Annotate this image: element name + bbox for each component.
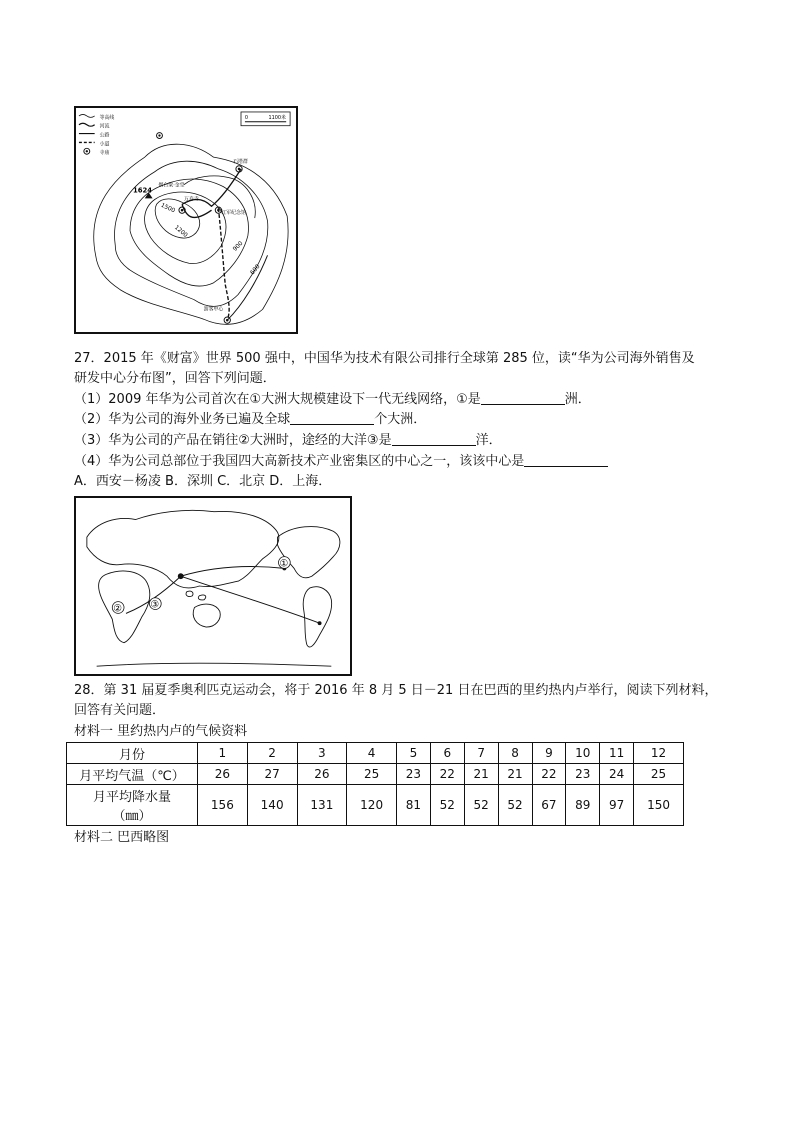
topo-map-drawing xyxy=(76,108,296,332)
month-cell: 8 xyxy=(498,743,532,764)
continent-outlines xyxy=(87,510,340,666)
contour-label-600: 600 xyxy=(249,263,262,277)
route-end-dot-2 xyxy=(318,621,322,625)
q27-sub3 xyxy=(74,431,502,451)
header-month-label: 月份 xyxy=(67,743,198,764)
month-cell: 3 xyxy=(297,743,347,764)
contour-label-900: 900 xyxy=(232,240,245,253)
q27-sub1 xyxy=(74,390,591,410)
month-cell: 2 xyxy=(247,743,297,764)
precipitation-cell: 81 xyxy=(397,785,431,826)
table-row-temperature xyxy=(67,764,684,785)
place-label-wanshou: 万寿寺 xyxy=(184,196,199,203)
place-label-visitor: 游客中心 xyxy=(203,306,224,313)
sales-routes xyxy=(126,567,320,624)
temperature-label: 月平均气温（℃） xyxy=(67,764,198,785)
scale-left: 0 xyxy=(244,114,249,121)
contour-lines xyxy=(94,144,288,324)
temperature-cell: 22 xyxy=(430,764,464,785)
q27-line2: 研发中心分布图”，回答下列问题． xyxy=(74,371,276,386)
material-2-title: 材料二 巴西略图 xyxy=(74,830,170,845)
month-cell: 6 xyxy=(430,743,464,764)
q27-sub2-text: （2）华为公司的海外业务已遍及全球 xyxy=(74,412,291,427)
roads xyxy=(182,169,267,320)
temperature-cell: 21 xyxy=(498,764,532,785)
temperature-cell: 22 xyxy=(532,764,566,785)
precipitation-cell: 52 xyxy=(464,785,498,826)
precipitation-cell: 140 xyxy=(247,785,297,826)
precipitation-cell: 150 xyxy=(634,785,684,826)
month-cell: 11 xyxy=(600,743,634,764)
world-map xyxy=(74,496,352,676)
climate-table xyxy=(66,742,684,826)
temperature-cell: 23 xyxy=(397,764,431,785)
q27-sub3-text: （3）华为公司的产品在销往②大洲时，途经的大洋③是 xyxy=(74,433,392,448)
q27-sub4 xyxy=(74,452,608,472)
legend-temple: 寺庙 xyxy=(99,150,110,157)
q27-sub1-text: （1）2009 年华为公司首次在①大洲大规模建设下一代无线网络，①是 xyxy=(74,392,481,407)
temperature-cell: 24 xyxy=(600,764,634,785)
temperature-cell: 21 xyxy=(464,764,498,785)
month-cell: 9 xyxy=(532,743,566,764)
legend-river: 河流 xyxy=(99,123,110,130)
legend-road: 公路 xyxy=(99,132,110,139)
temperature-cell: 25 xyxy=(347,764,397,785)
temperature-cell: 26 xyxy=(297,764,347,785)
precipitation-cell: 67 xyxy=(532,785,566,826)
q27-sub1-suffix: 洲． xyxy=(564,392,591,407)
q27-options: A．西安－杨凌 B．深圳 C．北京 D．上海． xyxy=(74,474,332,489)
precipitation-cell: 52 xyxy=(498,785,532,826)
q27-line1: 27．2015 年《财富》世界 500 强中，中国华为技术有限公司排行全球第 285 位，读“华为公司海外销售及 xyxy=(74,351,695,366)
marker-2: ② xyxy=(113,603,123,615)
q27-answer-blank-3[interactable] xyxy=(392,431,476,446)
precipitation-cell: 156 xyxy=(198,785,248,826)
month-cell: 1 xyxy=(198,743,248,764)
temperature-cell: 25 xyxy=(634,764,684,785)
legend-trail: 小道 xyxy=(99,141,110,148)
month-cell: 7 xyxy=(464,743,498,764)
precipitation-label-line1: 月平均降水量 xyxy=(92,790,171,805)
place-label-1: 烟台梁·金堂 xyxy=(158,182,185,189)
q28-line1: 28．第 31 届夏季奥利匹克运动会，将于 2016 年 8 月 5 日－21 日在巴西的里约热内卢举行，阅读下列材料， xyxy=(74,683,718,698)
table-row-months xyxy=(67,743,684,764)
material-1-title: 材料一 里约热内卢的气候资料 xyxy=(74,724,248,739)
marker-3: ③ xyxy=(150,599,160,611)
scale-bar xyxy=(241,112,290,126)
month-cell: 4 xyxy=(347,743,397,764)
q27-sub2 xyxy=(74,410,426,430)
q27-sub4-text: （4）华为公司总部位于我国四大高新技术产业密集区的中心之一，该该中心是 xyxy=(74,454,525,469)
precipitation-cell: 97 xyxy=(600,785,634,826)
q27-answer-blank-1[interactable] xyxy=(481,390,565,405)
legend-contour: 等高线 xyxy=(99,114,115,121)
precipitation-label-unit: （㎜） xyxy=(112,809,152,824)
place-label-4: 红军纪念馆 xyxy=(221,210,246,217)
q28-line2: 回答有关问题． xyxy=(74,703,166,718)
world-map-drawing xyxy=(76,498,350,674)
temperature-cell: 26 xyxy=(198,764,248,785)
month-cell: 5 xyxy=(397,743,431,764)
precipitation-cell: 52 xyxy=(430,785,464,826)
contour-label-1500: 1500 xyxy=(159,202,176,215)
peak-elevation: 1624 xyxy=(132,186,153,195)
table-row-precipitation xyxy=(67,785,684,826)
q27-answer-blank-2[interactable] xyxy=(290,410,374,425)
topo-map xyxy=(74,106,298,334)
temperature-cell: 23 xyxy=(566,764,600,785)
precipitation-cell: 120 xyxy=(347,785,397,826)
month-cell: 10 xyxy=(566,743,600,764)
shenzhen-hq-dot xyxy=(178,573,184,579)
marker-1: ① xyxy=(279,558,289,570)
temperature-cell: 27 xyxy=(247,764,297,785)
map-legend xyxy=(79,114,114,156)
precipitation-cell: 89 xyxy=(566,785,600,826)
precipitation-cell: 131 xyxy=(297,785,347,826)
month-cell: 12 xyxy=(634,743,684,764)
precipitation-label xyxy=(67,785,198,826)
contour-label-1200: 1200 xyxy=(172,224,189,240)
scale-right: 1100米 xyxy=(268,114,286,121)
place-label-3: 石塔群 xyxy=(233,159,248,166)
q27-sub3-suffix: 洋． xyxy=(475,433,502,448)
q27-sub2-suffix: 个大洲． xyxy=(374,412,427,427)
route-markers xyxy=(112,557,290,615)
q27-answer-blank-4[interactable] xyxy=(524,452,608,467)
